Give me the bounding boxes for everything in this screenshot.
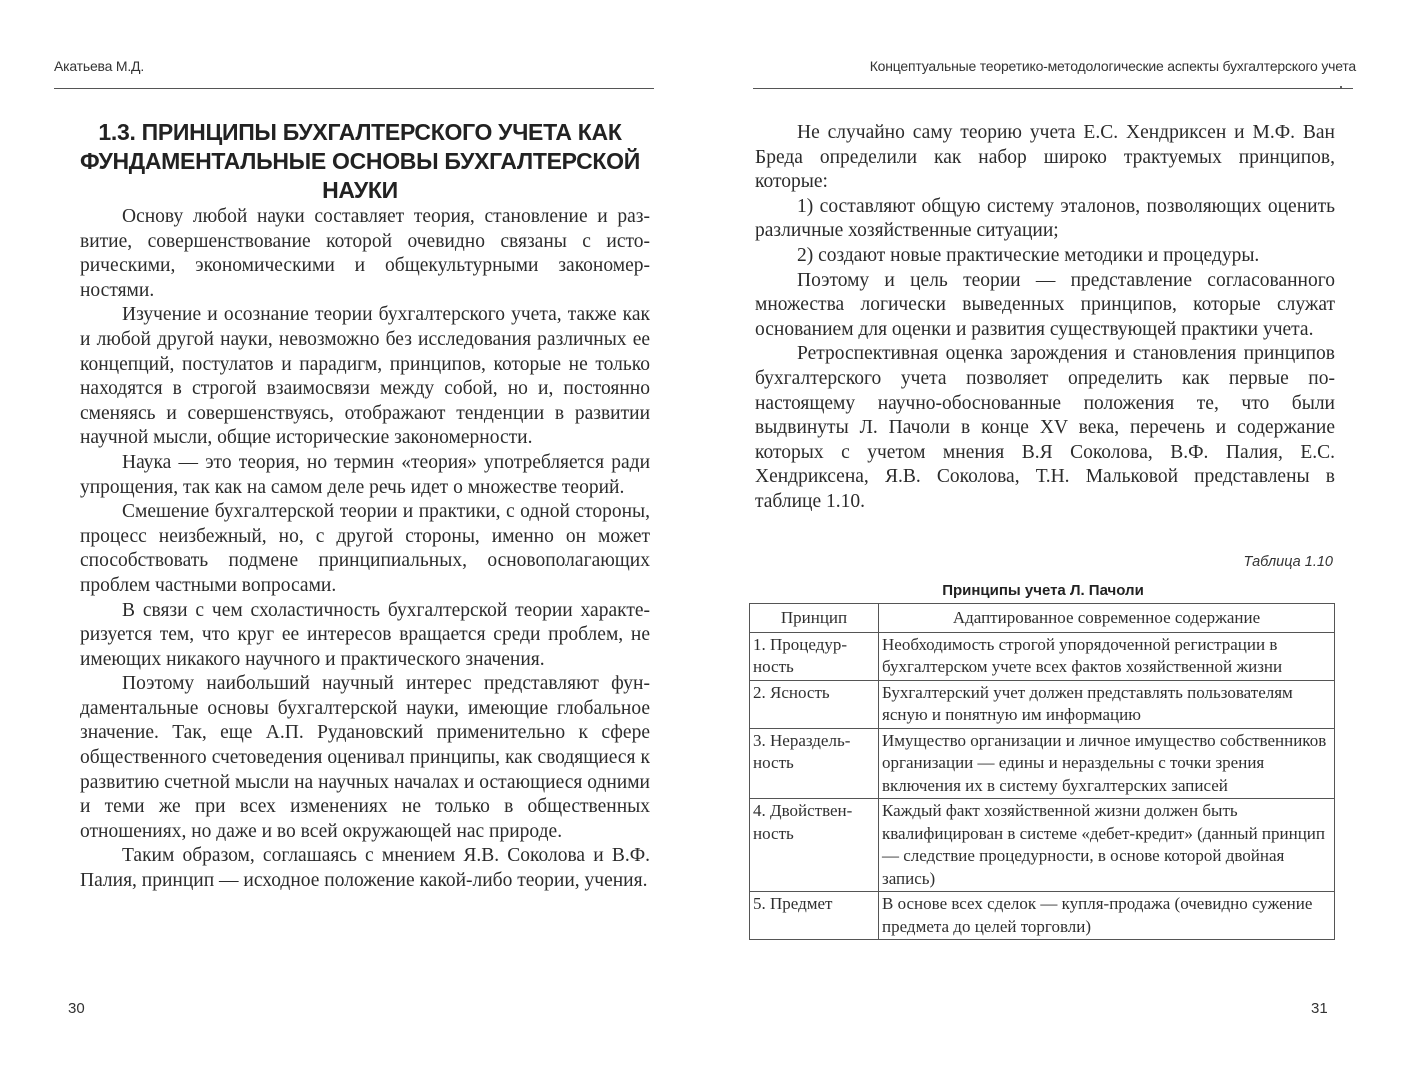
running-head-author: Акатьева М.Д. (54, 58, 145, 74)
table-row (750, 680, 1335, 728)
table-row (750, 728, 1335, 799)
header-rule (753, 88, 1353, 89)
paragraph: Поэтому наибольший научный интерес представляют фундаментальные основы бухгалтерской науки, имеющие глобальное значение. Так, еще А.П. Рудановский применительно к сфере общественного счетоведения оценивал принципы, как сводящиеся к развитию счетной мысли на научных началах и остающиеся одними и теми же при всех изменениях не только в общественных отношениях, но даже и во всей окружающей нас природе. (80, 673, 650, 842)
content-cell: В основе всех сделок — купля-продажа (очевидно сужение предмета до целей торговли) (879, 892, 1335, 940)
paragraph: Не случайно саму теорию учета Е.С. Хендриксен и М.Ф. Ван Бреда определили как набор широко трактуемых принципов, которые: (755, 122, 1335, 193)
running-head-section: Концептуальные теоретико-методологические аспекты бухгалтерского учета (869, 58, 1356, 74)
principle-cell: 5. Предмет (750, 892, 879, 940)
principle-cell: 2. Ясность (750, 680, 879, 728)
principle-cell: 3. Нераздельность (750, 728, 879, 799)
left-body-text (80, 205, 650, 894)
page-number-right: 31 (1311, 1000, 1328, 1017)
content-cell: Каждый факт хозяйственной жизни должен быть квалифицирован в системе «дебет-кредит» (данный принцип — следствие процедурности, в основе которой двойная запись) (879, 799, 1335, 892)
paragraph: Поэтому и цель теории — представление согласованного множества логически выведенных принципов, которые служат основанием для оценки и развития существующей практики учета. (755, 269, 1335, 340)
content-cell: Бухгалтерский учет должен представлять пользователям ясную и понятную им информацию (879, 680, 1335, 728)
table-label: Таблица 1.10 (1243, 554, 1333, 570)
right-body-text (755, 121, 1335, 515)
paragraph: Изучение и осознание теории бухгалтерского учета, также как и любой другой науки, невозможно без исследования различных ее концепций, постулатов и парадигм, принципов, которые не только находятся в строгой взаимосвязи между собой, но и, постоянно сменяясь и совершенствуясь, отображают тенденции в развитии научной мысли, общие исторические закономерности. (80, 304, 650, 449)
paragraph: Таким образом, соглашаясь с мнением Я.В. Соколова и В.Ф. Палия, принцип — исходное положение какой-либо теории, учения. (80, 845, 650, 892)
content-cell: Имущество организации и личное имущество собственников организации — едины и нераздельны с точки зрения включения их в систему бухгалтерских записей (879, 728, 1335, 799)
content-cell: Необходимость строгой упорядоченной регистрации в бухгалтерском учете всех фактов хозяйственной жизни (879, 632, 1335, 680)
chapter-title: 1.3. ПРИНЦИПЫ БУХГАЛТЕРСКОГО УЧЕТА КАК ФУНДАМЕНТАЛЬНЫЕ ОСНОВЫ БУХГАЛТЕРСКОЙ НАУКИ (80, 119, 640, 203)
paragraph: Наука — это теория, но термин «теория» употребляется ради упрощения, так как на самом деле речь идет о множестве теорий. (80, 451, 650, 498)
speck (1340, 86, 1342, 88)
paragraph: Смешение бухгалтерской теории и практики, с одной стороны, процесс неизбежный, но, с другой стороны, именно он может способствовать подмене принципиальных, основополагающих проблем частными вопросами. (80, 501, 650, 596)
principle-cell: 4. Двойственность (750, 799, 879, 892)
paragraph: Ретроспективная оценка зарождения и становления принципов бухгалтерского учета позволяет определить как первые по-настоящему научно-обоснованные положения те, что были выдвинуты Л. Пачоли в конце XV века, перечень и содержание которых с учетом мнения В.Я Соколова, В.Ф. Палия, Е.С. Хендриксена, Я.В. Соколова, Т.Н. Мальковой представлены в таблице 1.10. (755, 343, 1335, 512)
page-number-left: 30 (68, 1000, 85, 1017)
table-header-row (750, 604, 1335, 633)
principles-table (749, 603, 1335, 940)
header-rule (54, 88, 654, 89)
paragraph: Основу любой науки составляет теория, становление и развитие, совершенствование которой очевидно связаны с историческими, экономическими и общекультурными закономерностями. (80, 206, 650, 301)
right-page (707, 0, 1414, 1080)
paragraph: В связи с чем схоластичность бухгалтерской теории характеризуется тем, что круг ее интересов вращается среди проблем, не имеющих никакого научного и практического значения. (80, 599, 650, 670)
column-header-content: Адаптированное современное содержание (879, 604, 1335, 633)
table-row (750, 632, 1335, 680)
table-row (750, 892, 1335, 940)
list-item: 1) составляют общую систему эталонов, позволяющих оценить различные хозяйственные ситуации; (755, 195, 1335, 242)
table-row (750, 799, 1335, 892)
column-header-principle: Принцип (750, 604, 879, 633)
principle-cell: 1. Процедурность (750, 632, 879, 680)
list-item: 2) создают новые практические методики и процедуры. (797, 244, 1260, 266)
table-title: Принципы учета Л. Пачоли (942, 582, 1144, 599)
